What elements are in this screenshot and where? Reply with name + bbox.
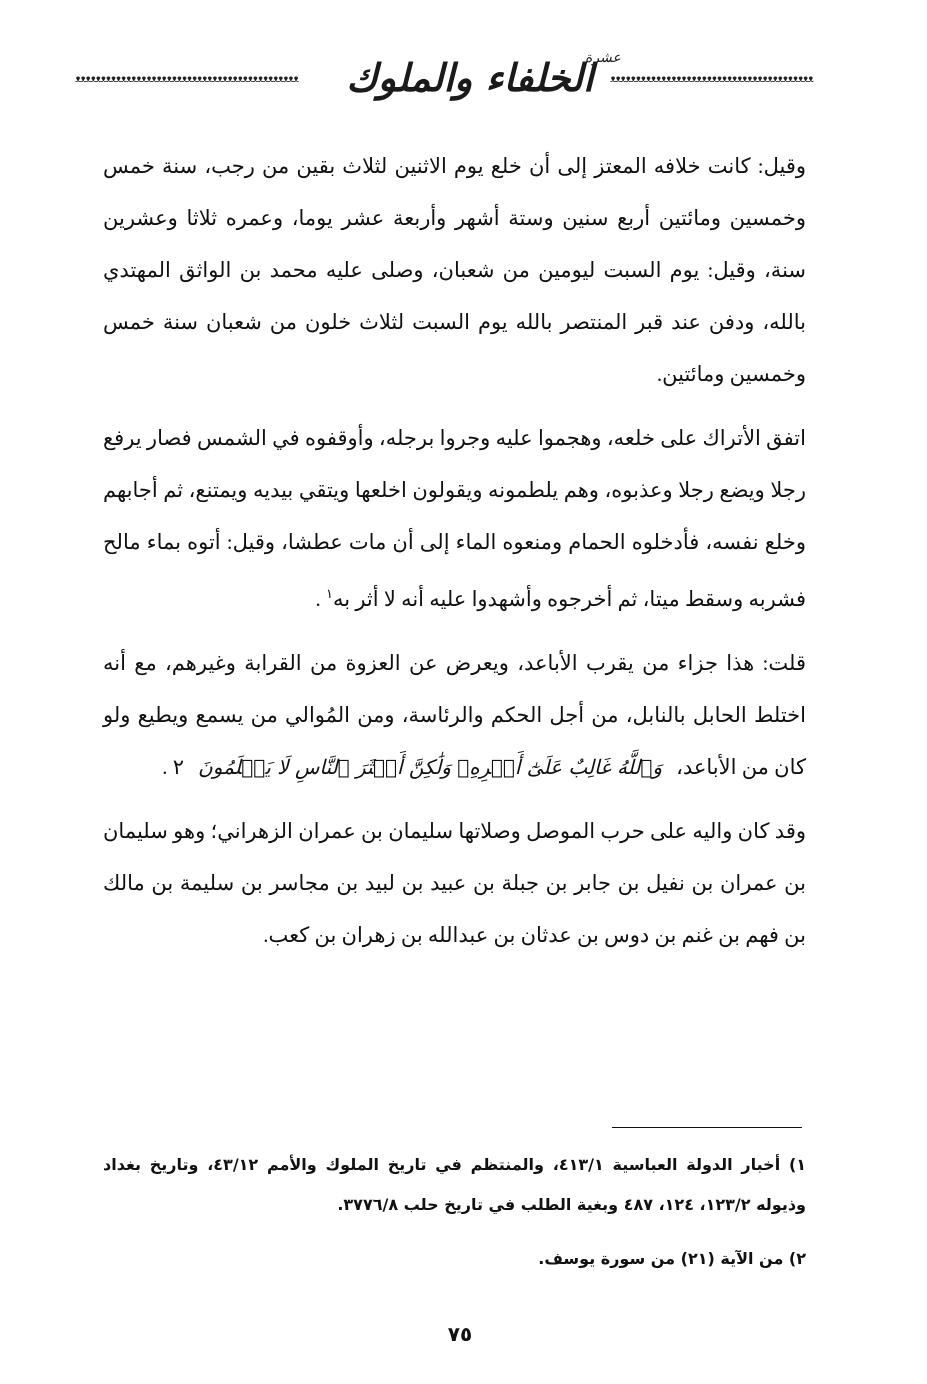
page-number: ٧٥ <box>447 1322 473 1346</box>
footnote-1: ١) أخبار الدولة العباسية ٤١٣/١، والمنتظم في تاريخ الملوك والأمم ٤٣/١٢، وتاريخ بغداد وذيوله ١٢٣/٢، ١٢٤، ٤٨٧ وبغية الطلب في تاريخ حلب ٣٧٧٦/٨. <box>103 1155 807 1214</box>
paragraph-3-end: . <box>162 755 168 779</box>
footnotes <box>103 1145 806 1293</box>
paragraph-2-end: . <box>315 587 321 611</box>
paragraph-3 <box>103 637 806 793</box>
header-prefix: عشرة <box>585 50 621 66</box>
footnote-ref-2: ٢ <box>172 755 185 779</box>
paragraph-3-text: قلت: هذا جزاء من يقرب الأباعد، ويعرض عن العزوة من القرابة وغيرهم، مع أنه اختلط الحابل بالنابل، من أجل الحكم والرئاسة، ومن المُوالي من يسمع ويطيع ولو كان من الأباعد، <box>103 651 806 779</box>
paragraph-2-text: اتفق الأتراك على خلعه، وهجموا عليه وجروا برجله، وأوقفوه في الشمس فصار يرفع رجلا ويضع رجلا وعذبوه، وهم يلطمونه ويقولون اخلعها ويتقي بيديه ويمتنع، ثم أجابهم وخلع نفسه، فأدخلوه الحمام ومنعوه الماء إلى أن مات عطشا، وقيل: أتوه بماء مالح فشربه وسقط ميتا، ثم أخرجوه وأشهدوا عليه أنه لا أثر به <box>103 426 806 611</box>
header-ornament-left: ᴥᴥᴥᴥᴥᴥᴥᴥᴥᴥᴥᴥᴥᴥᴥᴥᴥᴥᴥᴥᴥᴥᴥᴥᴥᴥᴥᴥᴥᴥᴥᴥᴥᴥᴥᴥᴥᴥᴥᴥᴥᴥᴥᴥ <box>75 74 299 85</box>
footnote-separator <box>612 1127 802 1128</box>
header-ornament-right: ᴥᴥᴥᴥᴥᴥᴥᴥᴥᴥᴥᴥᴥᴥᴥᴥᴥᴥᴥᴥᴥᴥᴥᴥᴥᴥᴥᴥᴥᴥᴥᴥᴥᴥᴥᴥᴥᴥᴥᴥ <box>610 74 813 85</box>
footnote-2: ٢) من الآية (٢١) من سورة يوسف. <box>538 1249 806 1268</box>
header-title: الخلفاء والملوك <box>346 55 594 100</box>
paragraph-2 <box>103 412 806 625</box>
footnote-ref-1: ١ <box>325 586 333 601</box>
page-header <box>40 30 890 120</box>
quran-verse: وَٱللَّهُ غَالِبٌ عَلَىٰٓ أَمۡرِهِۦ وَلَٰكِنَّ أَكۡثَرَ ٱلنَّاسِ لَا يَعۡلَمُونَ <box>198 755 663 779</box>
paragraph-1: وقيل: كانت خلافه المعتز إلى أن خلع يوم الاثنين لثلاث بقين من رجب، سنة خمس وخمسين ومائتين أربع سنين وستة أشهر وأربعة عشر يوما، وعمره ثلاثا وعشرين سنة، وقيل: يوم السبت ليومين من شعبان، وصلى عليه محمد بن الواثق المهتدي بالله، ودفن عند قبر المنتصر بالله يوم السبت لثلاث خلون من شعبان سنة خمس وخمسين ومائتين. <box>103 154 806 386</box>
paragraph-4: وقد كان واليه على حرب الموصل وصلاتها سليمان بن عمران الزهراني؛ وهو سليمان بن عمران بن نفيل بن جابر بن جبلة بن عبيد بن لبيد بن مجاسر بن سليمة بن مالك بن فهم بن غنم بن دوس بن عدثان بن عبدالله بن زهران بن كعب. <box>103 819 806 947</box>
body-text <box>103 140 806 973</box>
